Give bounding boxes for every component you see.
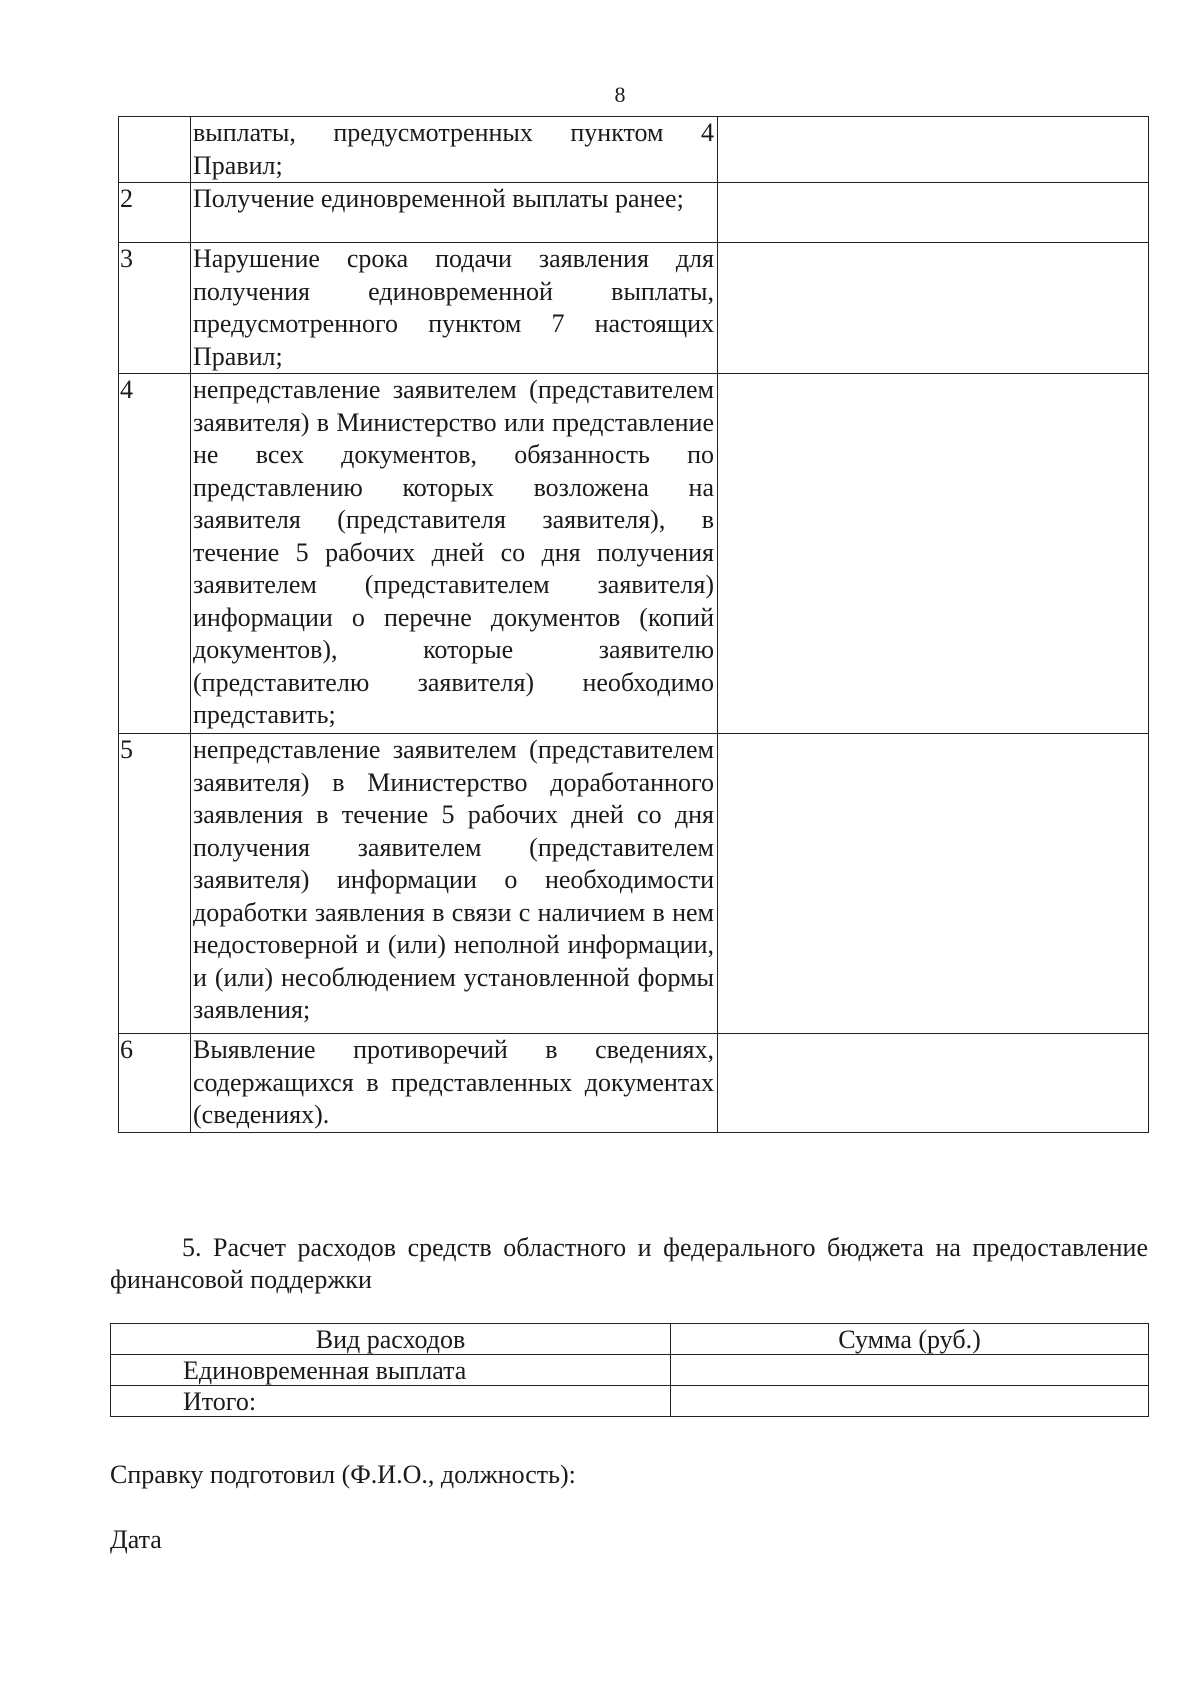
- row-number: 6: [119, 1034, 191, 1133]
- table-row: [119, 734, 1149, 1034]
- expense-sum: [671, 1355, 1149, 1386]
- reason-text: непредставление заявителем (представителем заявителя) в Министерство или представление не всех документов, обязанность по представлению которых возложена на заявителя (представителя заявителя), в течение 5 рабочих дней со дня получения заявителем (представителем заявителя) информации о перечне документов (копий документов), которые заявителю (представителю заявителя) необходимо представить;: [191, 374, 718, 734]
- empty-cell: [718, 374, 1149, 734]
- reason-text: выплаты, предусмотренных пунктом 4 Правил;: [191, 117, 718, 183]
- expense-sum: [671, 1386, 1149, 1417]
- empty-cell: [718, 734, 1149, 1034]
- page-number: 8: [614, 82, 626, 107]
- section-5-heading: 5. Расчет расходов средств областного и федерального бюджета на предоставление финансовой поддержки: [110, 1233, 1148, 1294]
- reason-text: непредставление заявителем (представителем заявителя) в Министерство доработанного заявления в течение 5 рабочих дней со дня получения заявителем (представителем заявителя) информации о необходимости доработки заявления в связи с наличием в нем недостоверной и (или) неполной информации, и (или) несоблюдением установленной формы заявления;: [191, 734, 718, 1034]
- row-number: 5: [119, 734, 191, 1034]
- prepared-by-label: Справку подготовил (Ф.И.О., должность):: [110, 1460, 576, 1489]
- expense-kind: Итого:: [111, 1386, 671, 1417]
- expense-kind: Единовременная выплата: [111, 1355, 671, 1386]
- row-number: 2: [119, 183, 191, 243]
- empty-cell: [718, 183, 1149, 243]
- table-row: [119, 183, 1149, 243]
- refusal-reasons-table: [118, 116, 1149, 1133]
- row-number: 3: [119, 243, 191, 374]
- date-label: Дата: [110, 1525, 162, 1554]
- table-row: [119, 117, 1149, 183]
- column-header-sum: Сумма (руб.): [671, 1324, 1149, 1355]
- row-number: [119, 117, 191, 183]
- table-row: [111, 1386, 1149, 1417]
- table-row: [119, 243, 1149, 374]
- empty-cell: [718, 117, 1149, 183]
- reason-text: Выявление противоречий в сведениях, содержащихся в представленных документах (сведениях).: [191, 1034, 718, 1133]
- table-row: [111, 1355, 1149, 1386]
- expenses-table: [110, 1323, 1149, 1417]
- reason-text: Нарушение срока подачи заявления для получения единовременной выплаты, предусмотренного пунктом 7 настоящих Правил;: [191, 243, 718, 374]
- reason-text: Получение единовременной выплаты ранее;: [191, 183, 718, 243]
- table-row: [119, 374, 1149, 734]
- table-row: [119, 1034, 1149, 1133]
- empty-cell: [718, 243, 1149, 374]
- table-header-row: [111, 1324, 1149, 1355]
- column-header-kind: Вид расходов: [111, 1324, 671, 1355]
- row-number: 4: [119, 374, 191, 734]
- empty-cell: [718, 1034, 1149, 1133]
